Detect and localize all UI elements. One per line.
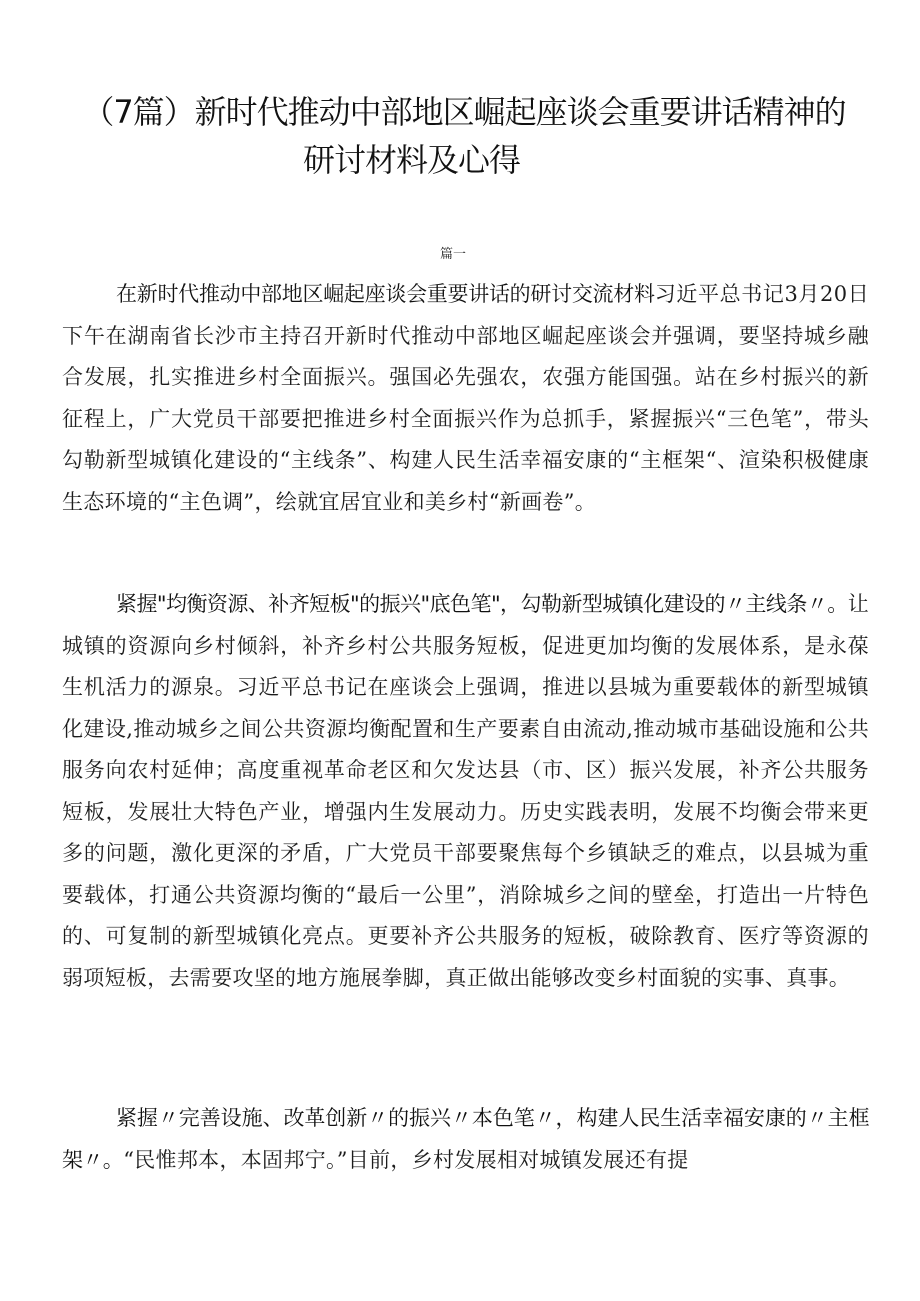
paragraph-3 xyxy=(62,1098,869,1181)
paragraph-2-body: 让城镇的资源向乡村倾斜，补齐乡村公共服务短板，促进更加均衡的发展体系，是永葆生机活力的源泉。习近平总书记在座谈会上强调，推进以县城为重要载体的新型城镇化建设,推动城乡之间公共资源均衡配置和生产要素自由流动,推动城市基础设施和公共服务向农村延伸；高度重视革命老区和欠发达县（市、区）振兴发展，补齐公共服务短板，发展壮大特色产业，增强内生发展动力。历史实践表明，发展不均衡会带来更多的问题，激化更深的矛盾，广大党员干部要聚焦每个乡镇缺乏的难点，以县城为重要载体，打通公共资源均衡的“最后一公里”，消除城乡之间的壁垒，打造出一片特色的、可复制的新型城镇化亮点。更要补齐公共服务的短板，破除教育、医疗等资源的弱项短板，去需要攻坚的地方施展拳脚，真正做出能够改变乡村面貌的实事、真事。 xyxy=(62,592,869,990)
paragraph-3-heading: 紧握〃完善设施、改革创新〃的振兴〃本色笔〃，构建人民生活幸福安康的〃主框架〃。 xyxy=(62,1106,869,1172)
paragraph-2-heading: 紧握"均衡资源、补齐短板"的振兴"底色笔"，勾勒新型城镇化建设的〃主线条〃。 xyxy=(116,592,848,616)
paragraph-1-body: 习近平总书记3月20日下午在湖南省长沙市主持召开新时代推动中部地区崛起座谈会并强调，要坚持城乡融合发展，扎实推进乡村全面振兴。强国必先强农，农强方能国强。站在乡村振兴的新征程上，广大党员干部要把推进乡村全面振兴作为总抓手，紧握振兴“三色笔”，带头勾勒新型城镇化建设的“主线条”、构建人民生活幸福安康的“主框架“、渲染积极健康生态环境的“主色调”，绘就宜居宜业和美乡村“新画卷”。 xyxy=(62,282,869,514)
section-label: 篇一 xyxy=(440,247,467,262)
paragraph-3-body: “民惟邦本，本固邦宁。”目前，乡村发展相对城镇发展还有提 xyxy=(123,1147,689,1172)
document-title xyxy=(60,88,860,184)
title-line-1: （7篇）新时代推动中部地区崛起座谈会重要讲话精神的 xyxy=(82,93,846,131)
paragraph-2 xyxy=(62,584,869,999)
paragraph-1 xyxy=(62,274,869,523)
paragraph-1-heading: 在新时代推动中部地区崛起座谈会重要讲话的研讨交流材料 xyxy=(116,282,655,306)
title-line-2: 研讨材料及心得 xyxy=(303,141,521,179)
